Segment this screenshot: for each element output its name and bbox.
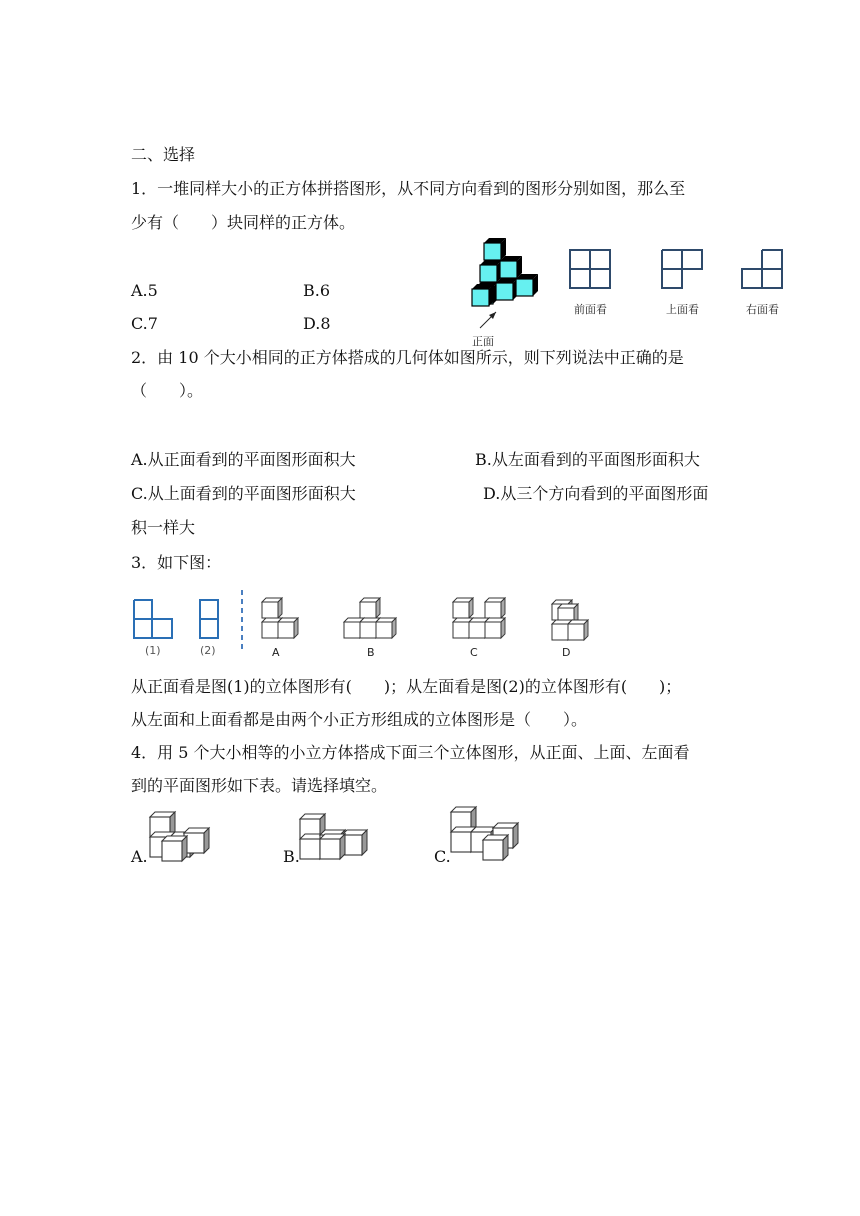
q3-view-1-figure — [134, 600, 172, 638]
q3-label-view-2: (2) — [200, 644, 216, 657]
q1-cube-stack-figure — [468, 236, 548, 328]
q1-label-top-view: 上面看 — [666, 303, 699, 316]
q3-label-a: A — [272, 646, 280, 659]
cyan-cube — [496, 278, 518, 300]
q4-option-b[interactable]: B. — [283, 847, 300, 866]
q2-option-d-continued: 积一样大 — [131, 518, 196, 537]
cyan-cube — [484, 238, 506, 260]
q1-label-front: 正面 — [472, 335, 494, 348]
q4-solid-b — [299, 812, 379, 860]
q3-label-d: D — [562, 646, 571, 659]
q1-front-view-figure — [568, 248, 612, 292]
q3-view-2-figure — [200, 600, 218, 638]
q1-label-front-view: 前面看 — [574, 303, 607, 316]
q1-option-b[interactable]: B.6 — [303, 281, 331, 300]
q2-text-line1: 2．由 10 个大小相同的正方体搭成的几何体如图所示，则下列说法中正确的是 — [131, 348, 684, 367]
q1-option-a[interactable]: A.5 — [131, 281, 158, 300]
q3-solid-a — [262, 598, 298, 638]
q4-text-line2: 到的平面图形如下表。请选择填空。 — [131, 776, 388, 795]
q1-option-d[interactable]: D.8 — [303, 314, 331, 333]
q1-text-line1: 1．一堆同样大小的正方体拼搭图形，从不同方向看到的图形分别如图，那么至 — [131, 179, 686, 198]
q2-option-c[interactable]: C.从上面看到的平面图形面积大 — [131, 484, 356, 503]
q3-label-c: C — [470, 646, 478, 659]
q3-label-view-1: (1) — [145, 644, 161, 657]
q1-option-c[interactable]: C.7 — [131, 314, 158, 333]
q4-text-line1: 4．用 5 个大小相等的小立方体搭成下面三个立体图形，从正面、上面、左面看 — [131, 743, 690, 762]
q2-option-b[interactable]: B.从左面看到的平面图形面积大 — [475, 450, 700, 469]
q2-text-line2: （ ）。 — [131, 381, 204, 400]
q4-option-c[interactable]: C. — [434, 847, 451, 866]
q4-solid-a — [148, 810, 218, 862]
q3-text-line3: 从左面和上面看都是由两个小正方形组成的立体图形是（ ）。 — [131, 710, 588, 729]
q2-option-a[interactable]: A.从正面看到的平面图形面积大 — [131, 450, 356, 469]
q3-text-line1: 3．如下图： — [131, 553, 222, 572]
q1-label-right-view: 右面看 — [746, 303, 779, 316]
cyan-cube — [500, 256, 522, 278]
q3-text-line2: 从正面看是图(1)的立体图形有( )；从左面看是图(2)的立体图形有( )； — [131, 677, 682, 696]
section-title: 二、选择 — [131, 145, 196, 164]
q3-solid-d — [552, 600, 588, 640]
cyan-cube — [472, 284, 494, 306]
q1-right-view-figure — [740, 248, 784, 292]
cyan-cube — [516, 274, 538, 296]
q3-solid-c — [453, 598, 505, 638]
q4-solid-c — [450, 806, 526, 862]
q1-text-line2: 少有（ ）块同样的正方体。 — [131, 213, 356, 232]
q3-label-b: B — [367, 646, 375, 659]
q2-option-d[interactable]: D.从三个方向看到的平面图形面 — [483, 484, 709, 503]
cyan-cube — [480, 260, 502, 282]
q3-solid-b — [344, 598, 396, 638]
q1-top-view-figure — [660, 248, 704, 292]
q4-option-a[interactable]: A. — [131, 847, 148, 866]
